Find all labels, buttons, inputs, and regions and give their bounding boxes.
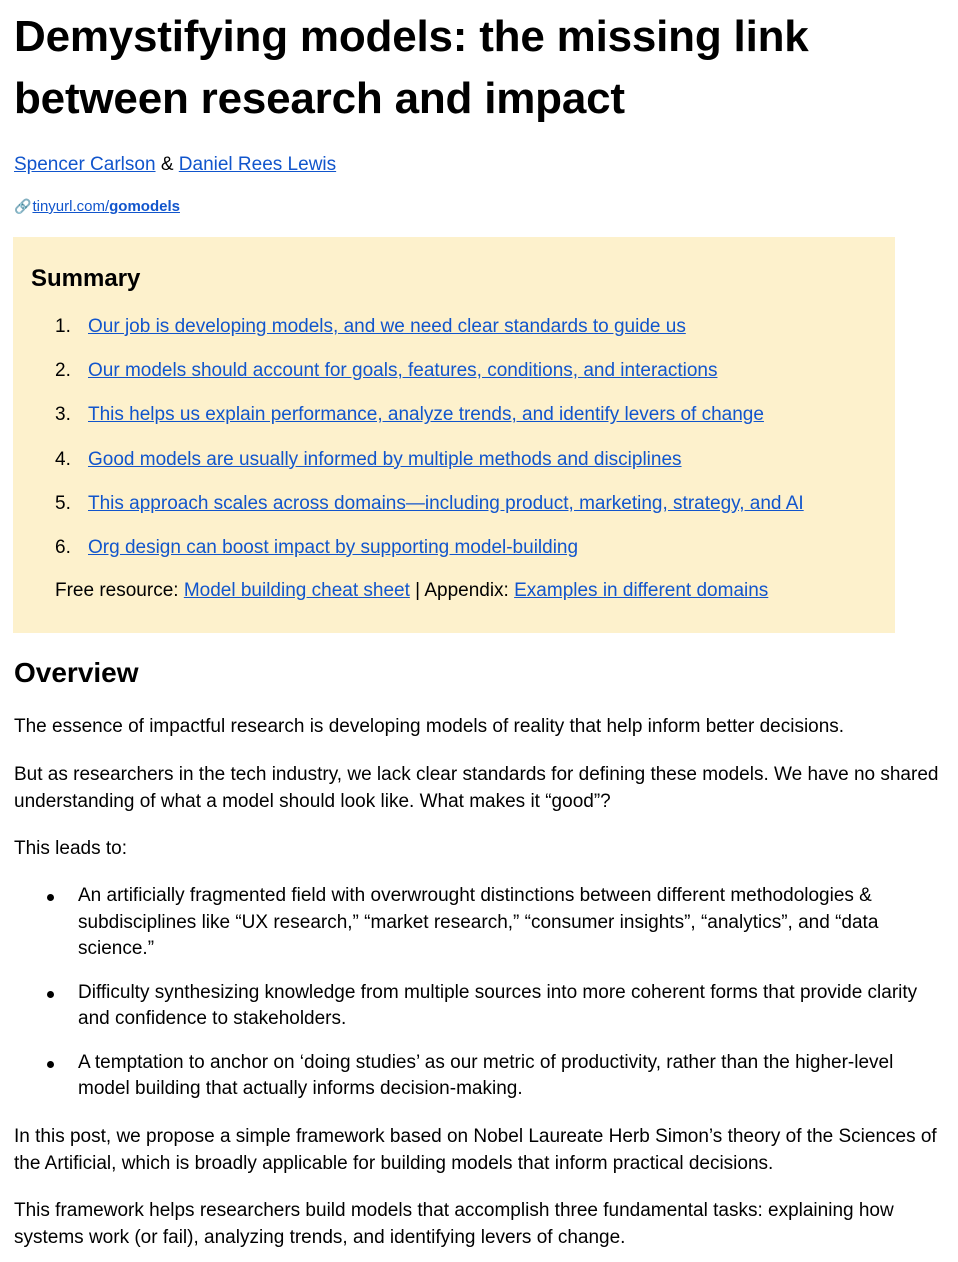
appendix-link[interactable]: Examples in different domains	[514, 580, 769, 601]
summary-item-number: 3.	[55, 404, 71, 426]
summary-item-link[interactable]: Our job is developing models, and we need clear standards to guide us	[88, 316, 686, 337]
summary-item-link[interactable]: Good models are usually informed by multiple methods and disciplines	[88, 448, 682, 470]
short-link-prefix: tinyurl.com/	[32, 198, 110, 215]
resource-label: Free resource:	[55, 580, 179, 601]
author-link-spencer-carlson[interactable]: Spencer Carlson	[14, 154, 156, 175]
bullet-item	[14, 980, 944, 1033]
short-link-url[interactable]	[32, 198, 180, 215]
author-separator: &	[160, 154, 174, 175]
summary-item-number: 5.	[55, 492, 71, 514]
page-title: Demystifying models: the missing link between research and impact	[14, 12, 809, 123]
summary-item	[55, 535, 804, 579]
summary-list	[55, 314, 804, 579]
summary-item	[55, 314, 804, 358]
short-link	[14, 195, 180, 218]
bullet-text: A temptation to anchor on ‘doing studies’ as our metric of productivity, rather than the higher-level model building that actually informs decision-making.	[78, 1051, 894, 1099]
resources-line	[55, 578, 768, 604]
bullet-dot-icon	[47, 991, 54, 998]
summary-heading: Summary	[31, 265, 141, 292]
overview-bullet-list	[14, 883, 944, 1120]
summary-item-link[interactable]: Org design can boost impact by supporting model-building	[88, 536, 579, 558]
bullet-item	[14, 883, 944, 963]
summary-item-number: 2.	[55, 360, 71, 382]
summary-item-number: 6.	[55, 536, 71, 558]
summary-item-link[interactable]: This helps us explain performance, analyze trends, and identify levers of change	[88, 404, 764, 426]
summary-item-link[interactable]: Our models should account for goals, features, conditions, and interactions	[88, 360, 718, 382]
overview-paragraph-1: The essence of impactful research is developing models of reality that help inform better decisions.	[14, 716, 845, 737]
appendix-label: Appendix:	[424, 580, 509, 601]
summary-item-number: 4.	[55, 448, 71, 470]
overview-paragraph-5: This framework helps researchers build models that accomplish three fundamental tasks: explaining how systems work (or fail), analyzing trends, and identifying levers of change.	[14, 1200, 894, 1248]
overview-paragraph-3: This leads to:	[14, 838, 127, 859]
author-link-daniel-rees-lewis[interactable]: Daniel Rees Lewis	[178, 154, 337, 175]
bullet-dot-icon	[47, 1061, 54, 1068]
summary-item	[55, 402, 804, 446]
summary-item	[55, 358, 804, 402]
overview-paragraph-4: In this post, we propose a simple framework based on Nobel Laureate Herb Simon’s theory of the Sciences of the Artificial, which is broadly applicable for building models that inform practical decisions.	[14, 1126, 937, 1174]
cheat-sheet-link[interactable]: Model building cheat sheet	[183, 580, 410, 601]
summary-box	[13, 237, 895, 633]
bullet-dot-icon	[47, 894, 54, 901]
short-link-slug: gomodels	[109, 198, 180, 215]
summary-item-number: 1.	[55, 316, 71, 337]
author-line	[14, 152, 336, 178]
bullet-item	[14, 1050, 944, 1103]
overview-paragraph-2: But as researchers in the tech industry, we lack clear standards for defining these models. We have no shared understanding of what a model should look like. What makes it “good”?	[14, 764, 939, 812]
bullet-text: Difficulty synthesizing knowledge from multiple sources into more coherent forms that provide clarity and confidence to stakeholders.	[78, 981, 918, 1029]
overview-heading: Overview	[14, 657, 139, 688]
summary-item-link[interactable]: This approach scales across domains—including product, marketing, strategy, and AI	[88, 492, 804, 514]
link-icon: 🔗	[14, 198, 32, 214]
bullet-text: An artificially fragmented field with overwrought distinctions between different methodologies & subdisciplines like “UX research,” “market research,” “consumer insights”, “analytics”, and “data science.”	[78, 885, 879, 959]
resource-divider: |	[415, 580, 421, 601]
summary-item	[55, 491, 804, 535]
summary-item	[55, 447, 804, 491]
